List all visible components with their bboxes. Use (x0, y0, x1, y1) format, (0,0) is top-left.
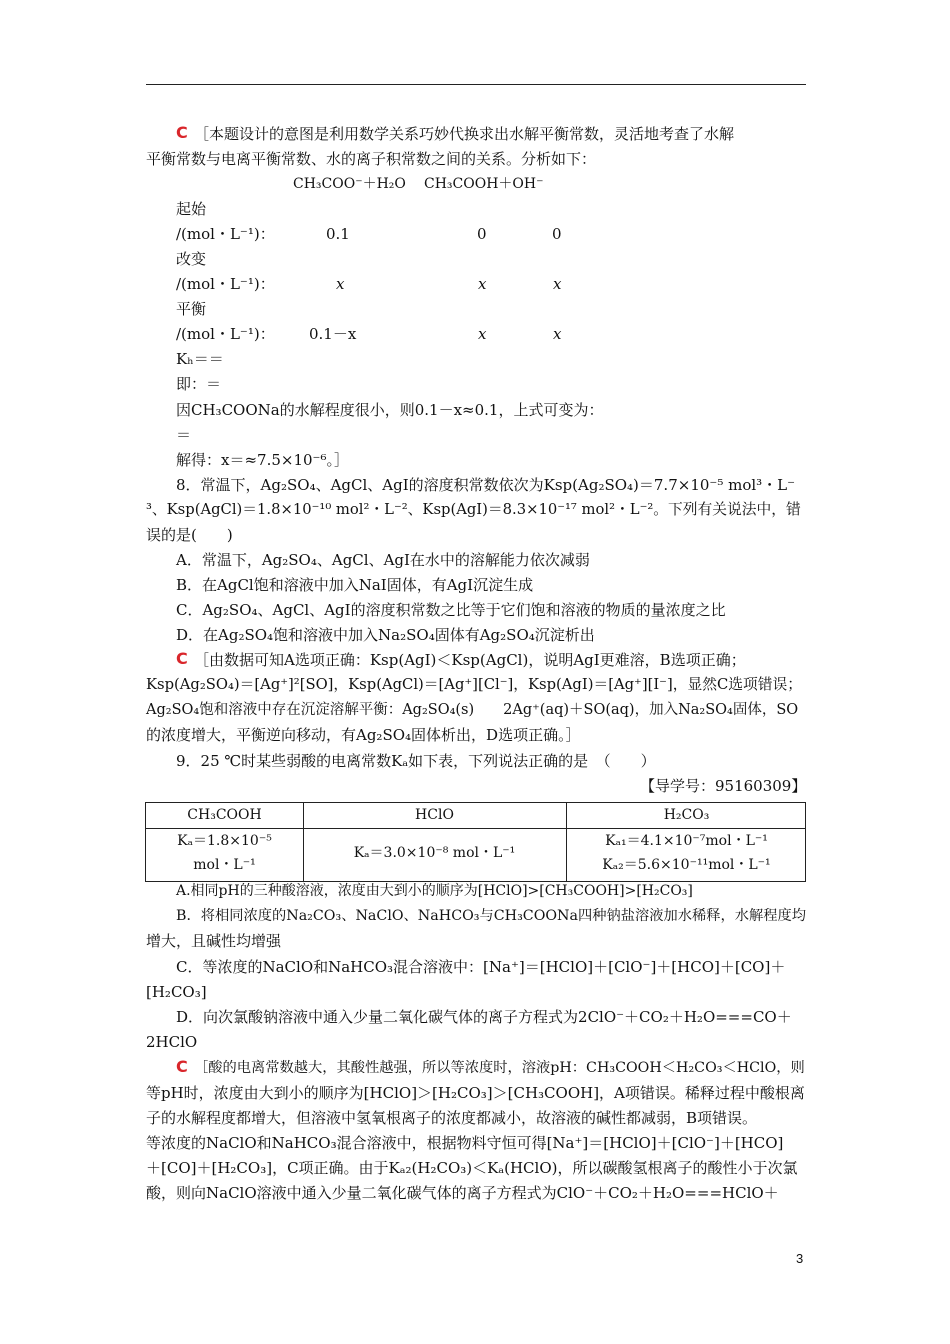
table-cell-h2co3-ka1: Kₐ₁＝4.1×10⁻⁷mol・L⁻¹ (605, 833, 768, 849)
table-header-hclo: HClO (415, 807, 454, 823)
solution-9-line-6: 酸，则向NaClO溶液中通入少量二氧化碳气体的离子方程式为ClO⁻＋CO₂＋H₂O===HClO＋ (146, 1184, 779, 1202)
question-9-option-d-line-1: D．向次氯酸钠溶液中通入少量二氧化碳气体的离子方程式为2ClO⁻＋CO₂＋H₂O===CO＋ (176, 1008, 792, 1026)
solution-9-line-2: 等pH时，浓度由大到小的顺序为[HClO]＞[H₂CO₃]＞[CH₃COOH]，A项错误。稀释过程中酸根离 (146, 1084, 805, 1102)
question-8-line-2: ³、Ksp(AgCl)＝1.8×10⁻¹⁰ mol²・L⁻²、Ksp(AgI)＝8.3×10⁻¹⁷ mol²・L⁻²。下列有关说法中，错 (146, 501, 801, 518)
header-rule (146, 84, 806, 85)
table-header-ch3cooh: CH₃COOH (187, 807, 262, 823)
solution-7-line-2: 平衡常数与电离平衡常数、水的离子积常数之间的关系。分析如下： (146, 150, 597, 168)
table-header-divider (146, 828, 805, 829)
question-8-option-c: C．Ag₂SO₄、AgCl、AgI的溶度积常数之比等于它们饱和溶液的物质的量浓度之比 (176, 601, 726, 619)
answer-mark-7: C (176, 123, 188, 142)
question-9-option-c-line-1: C．等浓度的NaClO和NaHCO₃混合溶液中：[Na⁺]＝[HClO]＋[ClO⁻]＋[HCO]＋[CO]＋ (176, 958, 786, 976)
row-equilibrium-unit: /(mol・L⁻¹)： (176, 325, 275, 343)
question-8-line-1: 8．常温下，Ag₂SO₄、AgCl、AgI的溶度积常数依次为Ksp(Ag₂SO₄)＝7.7×10⁻⁵ mol³・L⁻ (176, 476, 796, 494)
question-9-line-1: 9．25 ℃时某些弱酸的电离常数Kₐ如下表，下列说法正确的是 （ ） (176, 752, 656, 770)
study-number: 【导学号：95160309】 (640, 777, 807, 795)
solution-9-line-1: ［酸的电离常数越大，其酸性越强，所以等浓度时，溶液pH：CH₃COOH＜H₂CO₃＜HClO，则 (194, 1060, 805, 1076)
question-8-line-3: 误的是( ) (146, 526, 233, 544)
page-number: 3 (796, 1251, 804, 1266)
table-cell-h2co3-ka2: Kₐ₂＝5.6×10⁻¹¹mol・L⁻¹ (602, 857, 771, 873)
row-equilibrium-label: 平衡 (176, 300, 207, 318)
row-initial-value-2: 0 (477, 225, 487, 243)
row-change-value-2: x (478, 275, 487, 293)
solution-8-line-1: ［由数据可知A选项正确：Ksp(AgI)＜Ksp(AgCl)，说明AgI更难溶，B选项正确； (194, 651, 746, 669)
row-equilibrium-value-1: 0.1－x (309, 325, 357, 343)
kh-expression: Kₕ＝＝ (176, 350, 224, 368)
equation-right: CH₃COOH＋OH⁻ (424, 176, 544, 192)
approximation-text: 因CH₃COONa的水解程度很小，则0.1－x≈0.1，上式可变为： (176, 401, 604, 419)
row-change-value-3: x (553, 275, 562, 293)
table-cell-ch3cooh-ka: Kₐ＝1.8×10⁻⁵ (177, 833, 272, 849)
row-change-unit: /(mol・L⁻¹)： (176, 275, 275, 293)
row-equilibrium-value-3: x (553, 325, 562, 343)
table-header-h2co3: H₂CO₃ (663, 807, 710, 823)
row-change-label: 改变 (176, 250, 207, 268)
table-cell-hclo-ka: Kₐ＝3.0×10⁻⁸ mol・L⁻¹ (353, 845, 516, 861)
row-initial-value-3: 0 (552, 225, 562, 243)
answer-mark-9: C (176, 1057, 188, 1076)
ji-expression: 即：＝ (176, 375, 222, 393)
solution-9-line-4: 等浓度的NaClO和NaHCO₃混合溶液中，根据物料守恒可得[Na⁺]＝[HClO]＋[ClO⁻]＋[HCO] (146, 1134, 784, 1152)
question-8-option-b: B．在AgCl饱和溶液中加入NaI固体，有AgI沉淀生成 (176, 576, 534, 594)
question-9-option-b-line-1: B．将相同浓度的Na₂CO₃、NaClO、NaHCO₃与CH₃COONa四种钠盐溶液加水稀释，水解程度均 (176, 908, 807, 924)
question-8-option-d: D．在Ag₂SO₄饱和溶液中加入Na₂SO₄固体有Ag₂SO₄沉淀析出 (176, 626, 595, 644)
solution-8-line-3: Ag₂SO₄饱和溶液中存在沉淀溶解平衡：Ag₂SO₄(s) 2Ag⁺(aq)＋SO(aq)，加入Na₂SO₄固体，SO (146, 702, 799, 718)
row-initial-label: 起始 (176, 200, 207, 218)
equation-left: CH₃COO⁻＋H₂O (293, 176, 406, 192)
question-9-option-b-line-2: 增大，且碱性均增强 (146, 932, 282, 950)
solution-result: 解得：x＝≈7.5×10⁻⁶。］ (176, 451, 349, 469)
row-equilibrium-value-2: x (478, 325, 487, 343)
solution-8-line-4: 的浓度增大，平衡逆向移动，有Ag₂SO₄固体析出，D选项正确。］ (146, 726, 581, 744)
solution-9-line-5: ＋[CO]＋[H₂CO₃]，C项正确。由于Kₐ₂(H₂CO₃)＜Kₐ(HClO)，所以碳酸氢根离子的酸性小于次氯 (146, 1159, 798, 1177)
solution-9-line-3: 子的水解程度都增大，但溶液中氢氧根离子的浓度都减小，故溶液的碱性都减弱，B项错误。 (146, 1109, 758, 1127)
row-initial-unit: /(mol・L⁻¹)： (176, 225, 275, 243)
row-initial-value-1: 0.1 (326, 225, 350, 243)
answer-mark-8: C (176, 649, 188, 668)
solution-7-line-1: ［本题设计的意图是利用数学关系巧妙代换求出水解平衡常数，灵活地考查了水解 (194, 125, 735, 143)
table-cell-ch3cooh-unit: mol・L⁻¹ (193, 857, 256, 873)
question-9-option-d-line-2: 2HClO (146, 1033, 198, 1051)
question-8-option-a: A．常温下，Ag₂SO₄、AgCl、AgI在水中的溶解能力依次减弱 (176, 551, 590, 569)
solution-8-line-2: Ksp(Ag₂SO₄)＝[Ag⁺]²[SO]，Ksp(AgCl)＝[Ag⁺][Cl⁻]，Ksp(AgI)＝[Ag⁺][I⁻]，显然C选项错误； (146, 676, 802, 693)
question-9-option-a: A.相同pH的三种酸溶液，浓度由大到小的顺序为[HClO]>[CH₃COOH]>[H₂CO₃] (176, 883, 693, 899)
row-change-value-1: x (336, 275, 345, 293)
question-9-option-c-line-2: [H₂CO₃] (146, 983, 207, 1001)
ionization-constants-table (145, 802, 806, 882)
equation-2: ＝ (176, 426, 192, 444)
